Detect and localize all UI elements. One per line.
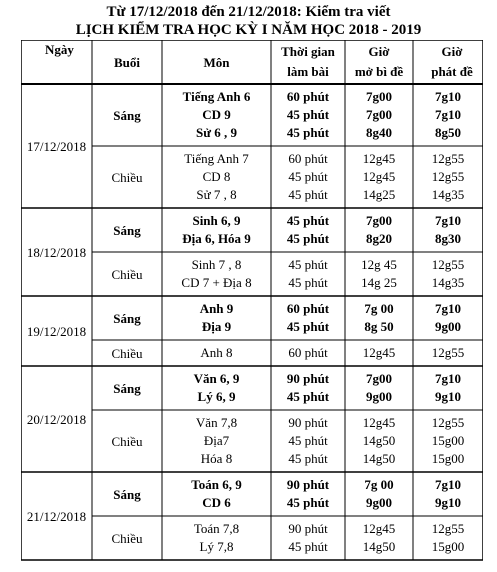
session-label: Chiều bbox=[111, 267, 143, 282]
subject-duration: 45 phút bbox=[286, 319, 330, 334]
header-gio-mo: Giờ bbox=[368, 44, 390, 59]
subject-name: Địa 9 bbox=[201, 319, 232, 334]
subject-duration: 45 phút bbox=[288, 257, 328, 272]
header-gio-mo-2: mở bì đề bbox=[354, 64, 404, 79]
subject-name: Anh 9 bbox=[199, 301, 234, 316]
session-label: Sáng bbox=[113, 381, 141, 396]
subject-duration: 60 phút bbox=[288, 151, 328, 166]
header-gio-phat-2: phát đề bbox=[431, 64, 473, 79]
subject-name: Sử 7 , 8 bbox=[196, 187, 237, 202]
subject-name: Văn 7,8 bbox=[195, 415, 238, 430]
subject-name: Anh 8 bbox=[200, 345, 233, 360]
subject-issue-time: 12g55 bbox=[431, 415, 465, 430]
subject-open-time: 9g00 bbox=[366, 389, 392, 404]
subject-name: Sử 6 , 9 bbox=[195, 125, 238, 140]
subject-name: CD 8 bbox=[202, 169, 231, 184]
subject-open-time: 14g50 bbox=[362, 433, 396, 448]
header-mon: Môn bbox=[203, 55, 230, 70]
session-label: Chiều bbox=[111, 170, 143, 185]
subject-open-time: 7g 00 bbox=[364, 477, 394, 492]
subject-issue-time: 9g10 bbox=[435, 495, 461, 510]
subject-duration: 45 phút bbox=[286, 495, 330, 510]
session-label: Chiều bbox=[111, 346, 143, 361]
session-label: Sáng bbox=[113, 108, 141, 123]
subject-open-time: 8g 50 bbox=[364, 319, 394, 334]
subject-issue-time: 7g10 bbox=[435, 477, 461, 492]
subject-issue-time: 15g00 bbox=[431, 539, 465, 554]
session-label: Chiều bbox=[111, 434, 143, 449]
subject-open-time: 9g00 bbox=[366, 495, 392, 510]
subject-duration: 60 phút bbox=[286, 301, 330, 316]
subject-name: Toán 7,8 bbox=[193, 521, 240, 536]
subject-open-time: 12g45 bbox=[362, 521, 396, 536]
subject-duration: 45 phút bbox=[288, 275, 328, 290]
subject-open-time: 12g45 bbox=[362, 345, 396, 360]
subject-duration: 90 phút bbox=[286, 477, 330, 492]
subject-issue-time: 7g10 bbox=[435, 89, 461, 104]
day-date: 19/12/2018 bbox=[26, 324, 87, 339]
subject-name: Sinh 7 , 8 bbox=[191, 257, 242, 272]
header-thoigian-2: làm bài bbox=[287, 64, 329, 79]
header-ngay: Ngày bbox=[45, 42, 74, 57]
day-date: 18/12/2018 bbox=[26, 245, 87, 260]
subject-open-time: 7g00 bbox=[366, 89, 392, 104]
schedule-table bbox=[21, 40, 483, 562]
subject-issue-time: 14g35 bbox=[431, 187, 465, 202]
subject-issue-time: 7g10 bbox=[435, 213, 461, 228]
session-label: Chiều bbox=[111, 531, 143, 546]
subject-open-time: 12g45 bbox=[362, 151, 396, 166]
subtitle-date-range: Từ 17/12/2018 đến 21/12/2018: Kiểm tra viết bbox=[106, 4, 391, 20]
subject-name: Tiếng Anh 7 bbox=[184, 151, 249, 166]
subject-issue-time: 8g50 bbox=[435, 125, 461, 140]
subject-open-time: 8g20 bbox=[366, 231, 392, 246]
subject-issue-time: 14g35 bbox=[431, 275, 465, 290]
day-date: 21/12/2018 bbox=[26, 509, 87, 524]
subject-name: Địa 6, Hóa 9 bbox=[182, 231, 251, 246]
subject-duration: 45 phút bbox=[288, 539, 328, 554]
subject-open-time: 7g00 bbox=[366, 213, 392, 228]
subject-name: CD 6 bbox=[202, 495, 231, 510]
subject-duration: 45 phút bbox=[286, 389, 330, 404]
session-label: Sáng bbox=[113, 223, 141, 238]
subject-name: Hóa 8 bbox=[200, 451, 233, 466]
subject-issue-time: 12g55 bbox=[431, 257, 465, 272]
subject-issue-time: 9g10 bbox=[435, 389, 461, 404]
subject-open-time: 12g45 bbox=[362, 169, 396, 184]
subject-name: Lý 7,8 bbox=[199, 539, 234, 554]
subject-duration: 45 phút bbox=[286, 213, 330, 228]
subject-open-time: 8g40 bbox=[366, 125, 392, 140]
subject-name: Tiếng Anh 6 bbox=[182, 89, 251, 104]
subject-open-time: 14g50 bbox=[362, 451, 396, 466]
subject-open-time: 12g 45 bbox=[361, 257, 397, 272]
subject-open-time: 12g45 bbox=[362, 415, 396, 430]
subject-issue-time: 12g55 bbox=[431, 521, 465, 536]
subject-name: Lý 6, 9 bbox=[197, 389, 236, 404]
subject-duration: 90 phút bbox=[288, 521, 328, 536]
subject-name: Địa7 bbox=[203, 433, 230, 448]
subject-duration: 45 phút bbox=[288, 169, 328, 184]
page-title: LỊCH KIỂM TRA HỌC KỲ I NĂM HỌC 2018 - 2019 bbox=[75, 22, 422, 38]
subject-issue-time: 15g00 bbox=[431, 433, 465, 448]
subject-name: CD 7 + Địa 8 bbox=[181, 275, 252, 290]
subject-open-time: 14g50 bbox=[362, 539, 396, 554]
header-thoigian: Thời gian bbox=[281, 44, 335, 59]
subject-issue-time: 7g10 bbox=[435, 107, 461, 122]
subject-issue-time: 7g10 bbox=[435, 371, 461, 386]
subject-duration: 45 phút bbox=[286, 125, 330, 140]
subject-duration: 90 phút bbox=[286, 371, 330, 386]
header-gio-phat: Giờ bbox=[441, 44, 463, 59]
subject-duration: 90 phút bbox=[288, 415, 328, 430]
subject-open-time: 14g 25 bbox=[361, 275, 397, 290]
subject-name: Văn 6, 9 bbox=[193, 371, 240, 386]
subject-duration: 60 phút bbox=[286, 89, 330, 104]
subject-name: Sinh 6, 9 bbox=[192, 213, 241, 228]
session-label: Sáng bbox=[113, 311, 141, 326]
subject-open-time: 14g25 bbox=[362, 187, 396, 202]
subject-issue-time: 9g00 bbox=[435, 319, 461, 334]
subject-duration: 45 phút bbox=[286, 107, 330, 122]
subject-duration: 45 phút bbox=[288, 433, 328, 448]
subject-open-time: 7g 00 bbox=[364, 301, 394, 316]
subject-duration: 45 phút bbox=[288, 187, 328, 202]
subject-open-time: 7g00 bbox=[366, 371, 392, 386]
subject-duration: 45 phút bbox=[286, 231, 330, 246]
day-date: 20/12/2018 bbox=[26, 412, 87, 427]
subject-name: Toán 6, 9 bbox=[191, 477, 242, 492]
subject-issue-time: 7g10 bbox=[435, 301, 461, 316]
subject-issue-time: 15g00 bbox=[431, 451, 465, 466]
subject-issue-time: 8g30 bbox=[435, 231, 461, 246]
session-label: Sáng bbox=[113, 487, 141, 502]
subject-open-time: 7g00 bbox=[366, 107, 392, 122]
subject-name: CD 9 bbox=[202, 107, 231, 122]
day-date: 17/12/2018 bbox=[26, 139, 87, 154]
subject-duration: 60 phút bbox=[288, 345, 328, 360]
subject-duration: 45 phút bbox=[288, 451, 328, 466]
header-buoi: Buổi bbox=[113, 55, 141, 70]
subject-issue-time: 12g55 bbox=[431, 345, 465, 360]
subject-issue-time: 12g55 bbox=[431, 169, 465, 184]
subject-issue-time: 12g55 bbox=[431, 151, 465, 166]
